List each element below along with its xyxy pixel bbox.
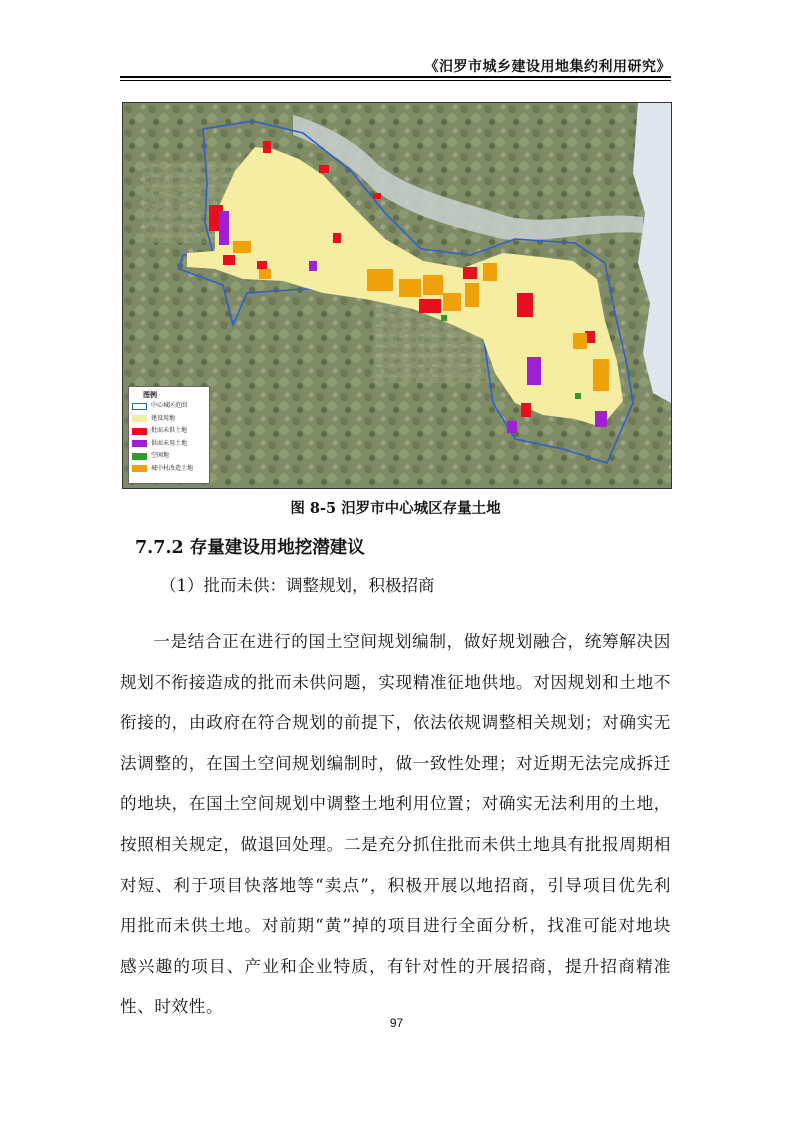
legend-label: 建设用地 [151,414,176,422]
legend-label: 城中村改造土地 [151,464,194,472]
legend-label: 空闲地 [151,452,170,460]
legend-item [129,463,209,476]
running-header-title: 《汨罗市城乡建设用地集约利用研究》 [424,59,671,75]
map-legend [128,386,210,484]
sub-heading: （1）批而未供：调整规划，积极招商 [160,576,435,595]
header-rule-thick [120,76,671,78]
legend-swatch-purple [132,440,147,447]
body-paragraph: 一是结合正在进行的国土空间规划编制，做好规划融合，统筹解决因规划不衔接造成的批而未供问题，实现精准征地供地。对因规划和土地不衔接的，由政府在符合规划的前提下，依法依规调整相关规划；对确实无法调整的，在国土空间规划编制时，做一致性处理；对近期无法完成拆迁的地块，在国土空间规划中调整土地利用位置；对确实无法利用的土地，按照相关规定，做退回处理。二是充分抓住批而未供土地具有批报周期相对短、利于项目快落地等“卖点”，积极开展以地招商，引导项目优先利用批而未供土地。对前期“黄”掉的项目进行全面分析，找准可能对地块感兴趣的项目、产业和企业特质，有针对性的开展招商，提升招商精准性、时效性。 [120,632,671,1017]
legend-swatch-construction [132,415,147,422]
legend-item [129,438,209,451]
legend-swatch-boundary [132,403,147,410]
legend-swatch-red [132,428,147,435]
legend-title: 图例 [143,390,157,399]
figure-caption: 图 8-5 汨罗市中心城区存量土地 [290,500,501,517]
legend-item [129,413,209,426]
header-rule-thin [120,80,671,81]
legend-item [129,425,209,438]
legend-swatch-orange [132,465,147,472]
legend-label: 中心城区范围 [151,402,188,410]
legend-label: 批而未供土地 [151,427,188,435]
legend-item [129,400,209,413]
legend-item [129,450,209,463]
page-number: 97 [389,1016,404,1030]
section-heading: 7.7.2 存量建设用地挖潜建议 [135,538,365,558]
legend-label: 供而未用土地 [151,439,188,447]
legend-swatch-green [132,453,147,460]
